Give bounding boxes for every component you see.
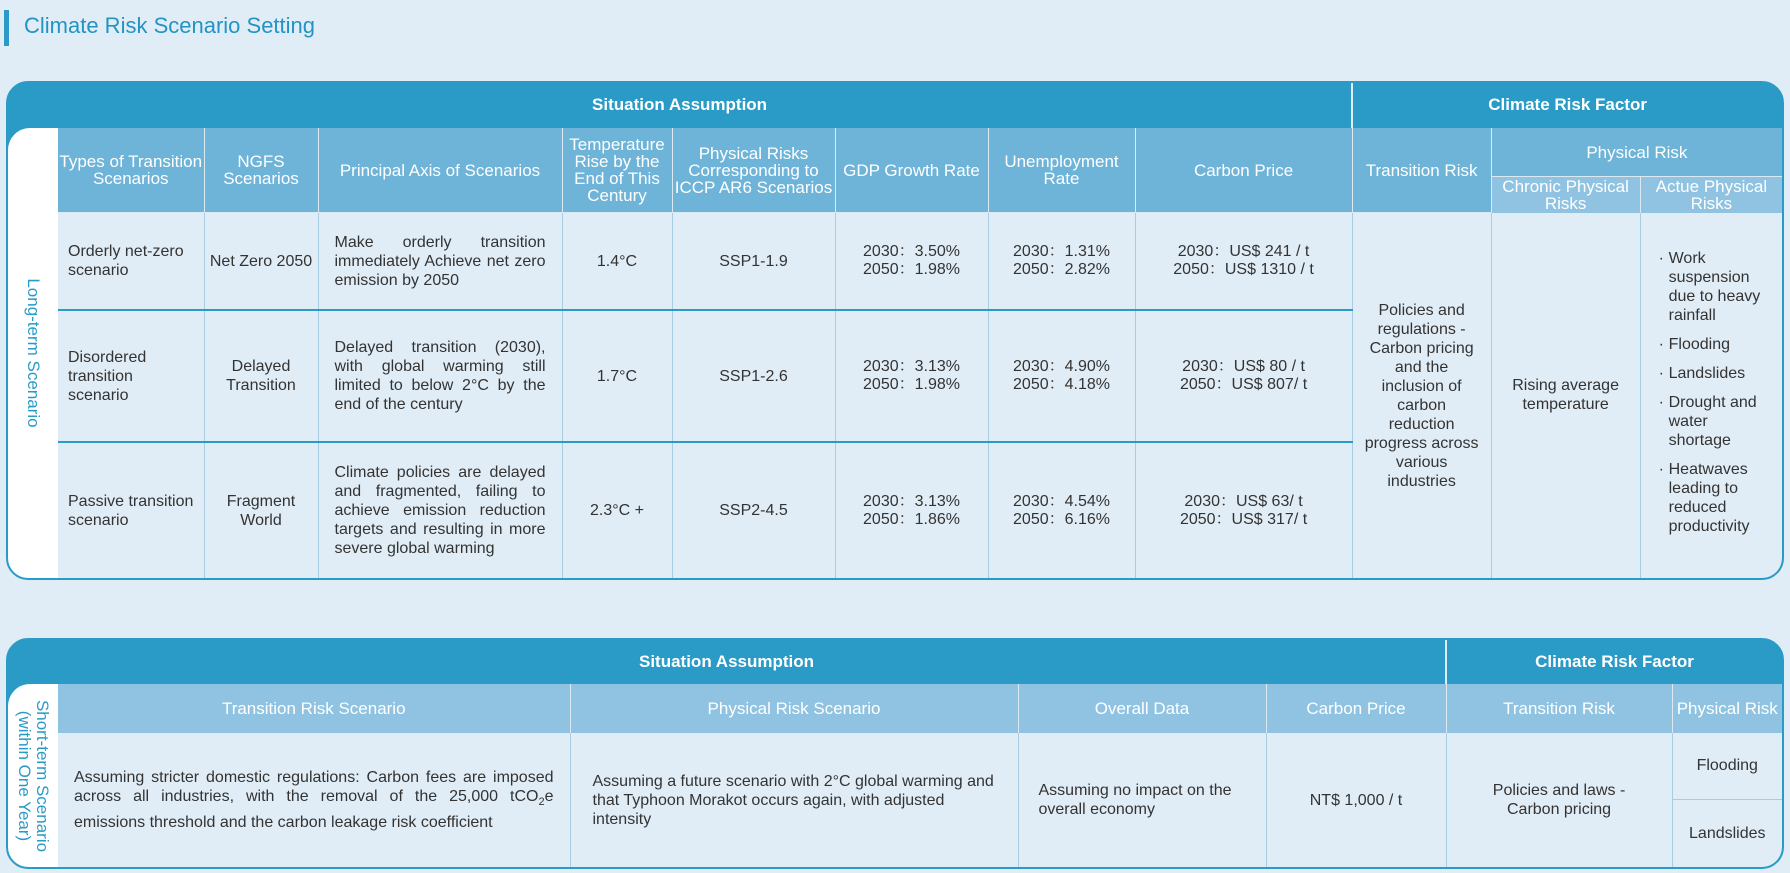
row-ngfs: Net Zero 2050 (204, 213, 318, 310)
unemp-2030: 2030：4.54% (1013, 492, 1110, 510)
col-transition-risk-scenario: Transition Risk Scenario (58, 684, 570, 733)
row-type: Orderly net-zero scenario (58, 213, 204, 310)
short-term-label-line1: Short-term Scenario (33, 699, 52, 852)
row-temp: 2.3°C + (562, 442, 672, 578)
short-term-scenario-table (6, 638, 1784, 869)
col-chronic-physical: Chronic Physical Risks (1491, 177, 1640, 213)
row-carbon-price (1135, 213, 1352, 310)
transition-scenario-cell (58, 733, 570, 867)
acute-risk-cell (1640, 213, 1782, 578)
situation-assumption-header: Situation Assumption (8, 640, 1446, 684)
transition-risk-cell: Policies and regulations - Carbon pricing and the inclusion of carbon reduction progress across various industries (1352, 213, 1491, 578)
acute-risk-list (1641, 249, 1783, 536)
col-ngfs-scenarios: NGFS Scenarios (204, 128, 318, 213)
row-unemployment (988, 213, 1135, 310)
gdp-2030: 2030：3.13% (863, 492, 960, 510)
col-temperature-rise: Temperature Rise by the End of This Century (562, 128, 672, 213)
physical-risk-flooding: Flooding (1672, 733, 1782, 799)
col-unemployment: Unemployment Rate (988, 128, 1135, 213)
list-item: · Flooding (1659, 335, 1775, 354)
row-type: Passive transition scenario (58, 442, 204, 578)
transition-text-1: Assuming stricter domestic regulations: Carbon fees are imposed across all industries, with the removal of the 25,000 tCO (74, 769, 554, 806)
row-temp: 1.7°C (562, 310, 672, 442)
row-axis: Delayed transition (2030), with global warming still limited to below 2°C by the end of the century (318, 310, 562, 442)
page-title: Climate Risk Scenario Setting (4, 10, 315, 46)
short-term-side-cell (8, 684, 58, 867)
row-temp: 1.4°C (562, 213, 672, 310)
carbon-2030: 2030：US$ 241 / t (1177, 243, 1310, 261)
col-principal-axis: Principal Axis of Scenarios (318, 128, 562, 213)
unemp-2030: 2030：4.90% (1013, 358, 1110, 376)
row-type: Disordered transition scenario (58, 310, 204, 442)
col-gdp-growth: GDP Growth Rate (835, 128, 988, 213)
unemp-2050: 2050：6.16% (1013, 510, 1110, 528)
situation-assumption-header: Situation Assumption (8, 83, 1352, 128)
carbon-2050: 2050：US$ 807/ t (1179, 376, 1308, 394)
gdp-2050: 2050：1.98% (863, 261, 960, 279)
col-physical-risk-scenario: Physical Risk Scenario (570, 684, 1018, 733)
short-term-scenario-label (15, 699, 51, 851)
list-item: · Landslides (1659, 364, 1775, 383)
row-axis: Climate policies are delayed and fragmented, failing to achieve emission reduction targets and resulting in more severe global warming (318, 442, 562, 578)
climate-risk-factor-header: Climate Risk Factor (1352, 83, 1782, 128)
row-unemployment (988, 310, 1135, 442)
transition-text-2: e emissions threshold and the carbon leakage risk coefficient (74, 788, 554, 831)
unemp-2050: 2050：2.82% (1013, 261, 1110, 279)
row-gdp (835, 442, 988, 578)
transition-risk-cell: Policies and laws - Carbon pricing (1446, 733, 1672, 867)
transition-text-sub: 2 (538, 796, 545, 809)
col-carbon-price: Carbon Price (1266, 684, 1446, 733)
col-transition-risk: Transition Risk (1446, 684, 1672, 733)
gdp-2030: 2030：3.50% (863, 243, 960, 261)
table-row (8, 733, 1782, 799)
long-term-side-cell (8, 128, 58, 578)
col-types-of-transition: Types of Transition Scenarios (58, 128, 204, 213)
long-term-scenario-table (6, 81, 1784, 580)
row-ngfs: Delayed Transition (204, 310, 318, 442)
carbon-2050: 2050：US$ 1310 / t (1173, 261, 1314, 279)
col-overall-data: Overall Data (1018, 684, 1266, 733)
row-ssp: SSP2-4.5 (672, 442, 835, 578)
table-row (8, 213, 1782, 310)
short-term-label-line2: (within One Year) (15, 710, 34, 841)
gdp-2050: 2050：1.98% (863, 376, 960, 394)
unemp-2030: 2030：1.31% (1013, 243, 1110, 261)
col-acute-physical: Actue Physical Risks (1640, 177, 1782, 213)
col-transition-risk: Transition Risk (1352, 128, 1491, 213)
gdp-2030: 2030：3.13% (863, 358, 960, 376)
row-carbon-price (1135, 310, 1352, 442)
climate-risk-factor-header: Climate Risk Factor (1446, 640, 1782, 684)
carbon-price-cell: NT$ 1,000 / t (1266, 733, 1446, 867)
overall-data-cell: Assuming no impact on the overall economy (1018, 733, 1266, 867)
col-physical-risks-ssp: Physical Risks Corresponding to ICCP AR6 Scenarios (672, 128, 835, 213)
physical-scenario-cell: Assuming a future scenario with 2°C global warming and that Typhoon Morakot occurs again, with adjusted intensity (570, 733, 1018, 867)
list-item: · Work suspension due to heavy rainfall (1659, 249, 1775, 325)
list-item: · Drought and water shortage (1659, 393, 1775, 450)
list-item: · Heatwaves leading to reduced productivity (1659, 460, 1775, 536)
physical-risk-landslides: Landslides (1672, 799, 1782, 867)
row-axis: Make orderly transition immediately Achieve net zero emission by 2050 (318, 213, 562, 310)
col-physical-risk: Physical Risk (1672, 684, 1782, 733)
row-ssp: SSP1-2.6 (672, 310, 835, 442)
row-ngfs: Fragment World (204, 442, 318, 578)
row-gdp (835, 213, 988, 310)
col-carbon-price: Carbon Price (1135, 128, 1352, 213)
gdp-2050: 2050：1.86% (863, 510, 960, 528)
carbon-2030: 2030：US$ 80 / t (1182, 358, 1305, 376)
row-carbon-price (1135, 442, 1352, 578)
carbon-2030: 2030：US$ 63/ t (1184, 492, 1303, 510)
col-physical-risk: Physical Risk (1491, 128, 1782, 177)
row-unemployment (988, 442, 1135, 578)
unemp-2050: 2050：4.18% (1013, 376, 1110, 394)
long-term-scenario-label: Long-term Scenario (24, 278, 43, 428)
row-gdp (835, 310, 988, 442)
carbon-2050: 2050：US$ 317/ t (1179, 510, 1308, 528)
chronic-risk-cell: Rising average temperature (1491, 213, 1640, 578)
row-ssp: SSP1-1.9 (672, 213, 835, 310)
